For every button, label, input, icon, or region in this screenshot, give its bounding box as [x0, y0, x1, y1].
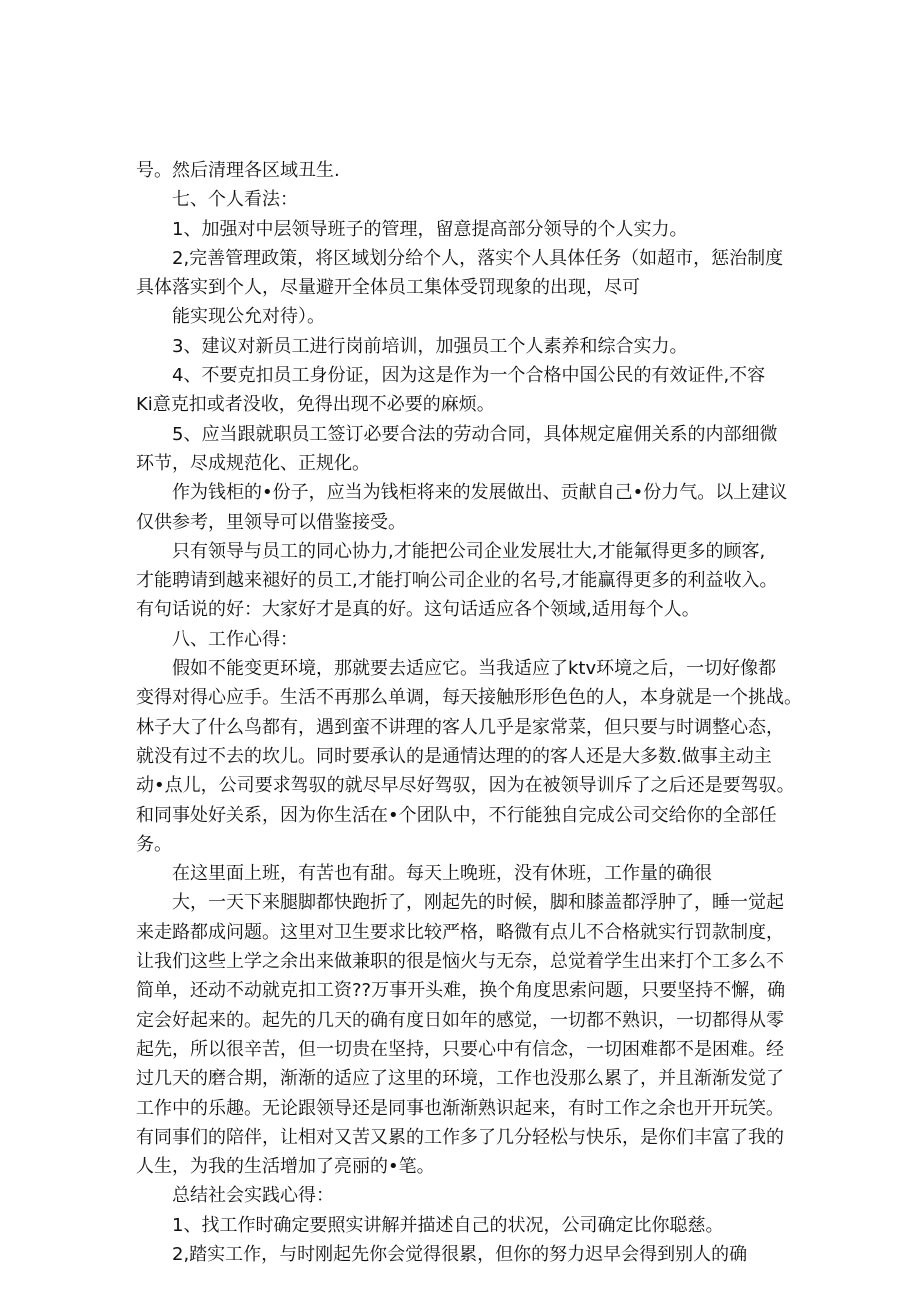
text-line: 八、工作心得： — [172, 628, 298, 650]
text-line: 2,完善管理政策，将区域划分给个人，落实个人具体任务（如超市，惩治制度 — [172, 247, 784, 269]
text-line: 就没有过不去的坎儿。同时要承认的是通情达理的的客人还是大多数.做事主动主 — [136, 745, 772, 767]
text-line: 过几天的磨合期，渐渐的适应了这里的环境，工作也没那么累了，并且渐渐发觉了 — [136, 1068, 784, 1090]
text-line: 作为钱柜的•份子，应当为钱柜将来的发展做出、贡献自己•份力气。以上建议 — [172, 482, 788, 504]
text-line: 1、找工作时确定要照实讲解并描述自己的状况，公司确定比你聪慈。 — [172, 1214, 724, 1236]
text-line: 工作中的乐趣。无论跟领导还是同事也渐渐熟识起来，有时工作之余也开开玩笑。 — [136, 1097, 784, 1119]
text-line: 只有领导与员工的同心协力,才能把公司企业发展壮大,才能氟得更多的顾客, — [172, 540, 766, 562]
text-line: 来走路都成问题。这里对卫生要求比较严格，略微有点儿不合格就实行罚款制度， — [136, 921, 784, 943]
text-line: 2,踏实工作，与时刚起先你会觉得很累，但你的努力迟早会得到别人的确 — [172, 1243, 748, 1265]
text-line: 总结社会实践心得： — [172, 1185, 334, 1207]
text-line: 让我们这些上学之余出来做兼职的很是恼火与无奈，总觉着学生出来打个工多么不 — [136, 951, 784, 973]
text-line: 林子大了什么鸟都有，遇到蛮不讲理的客人几乎是家常菜，但只要与时调整心态， — [136, 716, 784, 738]
text-line: 4、不要克扣员工身份证，因为这是作为一个合格中国公民的有效证件,不容 — [172, 365, 766, 387]
text-line: 变得对得心应手。生活不再那么单调，每天接触形形色色的人，本身就是一个挑战。 — [136, 687, 802, 709]
text-line: 仅供参考，里领导可以借鉴接受。 — [136, 511, 406, 533]
text-line: 动•点儿，公司要求驾驭的就尽早尽好驾驭，因为在被领导训斥了之后还是要驾驭。 — [136, 775, 795, 797]
text-line: 5、应当跟就职员工签订必要合法的劳动合同，具体规定雇佣关系的内部细微 — [172, 423, 778, 445]
text-line: Ki意克扣或者没收，免得出现不必要的麻烦。 — [136, 394, 495, 416]
text-line: 假如不能变更环境，那就要去适应它。当我适应了ktv环境之后，一切好像都 — [172, 658, 777, 680]
text-line: 人生，为我的生活增加了亮丽的•笔。 — [136, 1156, 435, 1178]
text-line: 起先，所以很辛苦，但一切贵在坚持，只要心中有信念，一切困难都不是困难。经 — [136, 1038, 784, 1060]
text-line: 3、建议对新员工进行岗前培训，加强员工个人素养和综合实力。 — [172, 335, 688, 357]
text-line: 务。 — [136, 833, 172, 855]
text-line: 简单，还动不动就克扣工资??万事开头难，换个角度思索问题，只要坚持不懈，确 — [136, 980, 786, 1002]
text-line: 大，一天下来腿脚都快跑折了，刚起先的时候，脚和膝盖都浮肿了，睡一觉起 — [172, 892, 784, 914]
text-line: 和同事处好关系，因为你生活在•个团队中，不行能独自完成公司交给你的全部任 — [136, 804, 777, 826]
body-text — [136, 156, 802, 1269]
text-line: 环节，尽成规范化、正规化。 — [136, 452, 370, 474]
text-line: 能实现公允对待）。 — [172, 306, 325, 328]
text-line: 在这里面上班，有苦也有甜。每天上晚班，没有休班，工作量的确很 — [172, 863, 712, 885]
text-line: 才能聘请到越来褪好的员工,才能打响公司企业的名号,才能赢得更多的利益收入。 — [136, 570, 778, 592]
text-line: 有同事们的陪伴，让相对又苦又累的工作多了几分轻松与快乐，是你们丰富了我的 — [136, 1126, 784, 1148]
text-line: 有句话说的好：大家好才是真的好。这句话适应各个领域,适用每个人。 — [136, 599, 700, 621]
text-line: 1、加强对中层领导班子的管理，留意提高部分领导的个人实力。 — [172, 218, 688, 240]
text-line: 定会好起来的。起先的几天的确有度日如年的感觉，一切都不熟识，一切都得从零 — [136, 1009, 784, 1031]
text-line: 具体落实到个人，尽量避开全体员工集体受罚现象的出现，尽可 — [136, 277, 640, 299]
text-line: 号。然后清理各区域丑生. — [136, 160, 340, 181]
text-line: 七、个人看法： — [172, 189, 298, 211]
